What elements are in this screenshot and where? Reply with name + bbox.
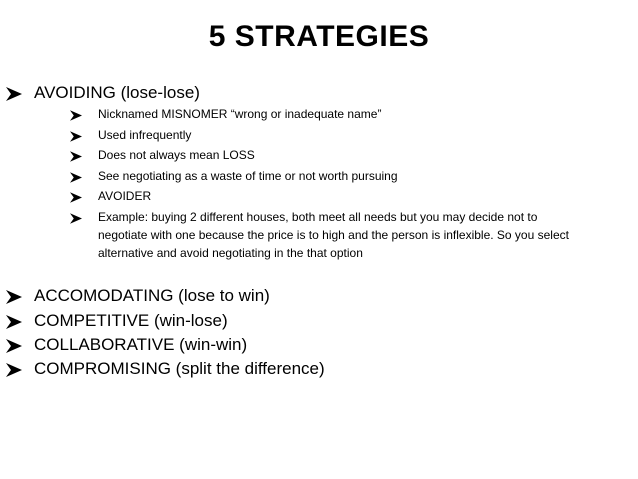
strategy-label: COMPROMISING (split the difference)	[34, 359, 325, 378]
strategy-item-accomodating	[6, 285, 626, 309]
strategy-item-collaborative	[6, 334, 626, 358]
arrowhead-bullet-icon	[70, 129, 82, 147]
sub-point-text: Does not always mean LOSS	[98, 148, 255, 162]
strategy-label: COMPETITIVE (win-lose)	[34, 311, 228, 330]
strategy-label: COLLABORATIVE (win-win)	[34, 335, 248, 354]
slide-title: 5 STRATEGIES	[208, 20, 430, 53]
sub-point	[70, 167, 590, 188]
sub-point-text: Nicknamed MISNOMER “wrong or inadequate name”	[98, 107, 382, 121]
strategy-label: AVOIDING (lose-lose)	[34, 83, 200, 102]
arrowhead-bullet-icon	[70, 149, 82, 167]
sub-point	[70, 208, 590, 262]
strategy-item-competitive	[6, 310, 626, 334]
sub-point-text: Example: buying 2 different houses, both meet all needs but you may decide not to negotiate with one because the price is to high and the person is inflexible. So you select alternative and avoid negotiating in the that option	[98, 210, 569, 260]
arrowhead-bullet-icon	[6, 85, 22, 106]
arrowhead-bullet-icon	[70, 190, 82, 208]
arrowhead-bullet-icon	[6, 313, 22, 334]
arrowhead-bullet-icon	[6, 288, 22, 309]
strategy-label: ACCOMODATING (lose to win)	[34, 286, 270, 305]
arrowhead-bullet-icon	[6, 337, 22, 358]
arrowhead-bullet-icon	[70, 211, 82, 229]
arrowhead-bullet-icon	[70, 108, 82, 126]
strategy-item-avoiding	[6, 82, 626, 106]
sub-point	[70, 146, 590, 167]
sub-point	[70, 105, 590, 126]
sub-point	[70, 187, 590, 208]
sub-point-text: AVOIDER	[98, 189, 152, 203]
arrowhead-bullet-icon	[6, 361, 22, 382]
sub-point	[70, 126, 590, 147]
strategy-item-compromising	[6, 358, 626, 382]
arrowhead-bullet-icon	[70, 170, 82, 188]
sub-point-text: See negotiating as a waste of time or not worth pursuing	[98, 169, 398, 183]
sub-point-text: Used infrequently	[98, 128, 192, 142]
